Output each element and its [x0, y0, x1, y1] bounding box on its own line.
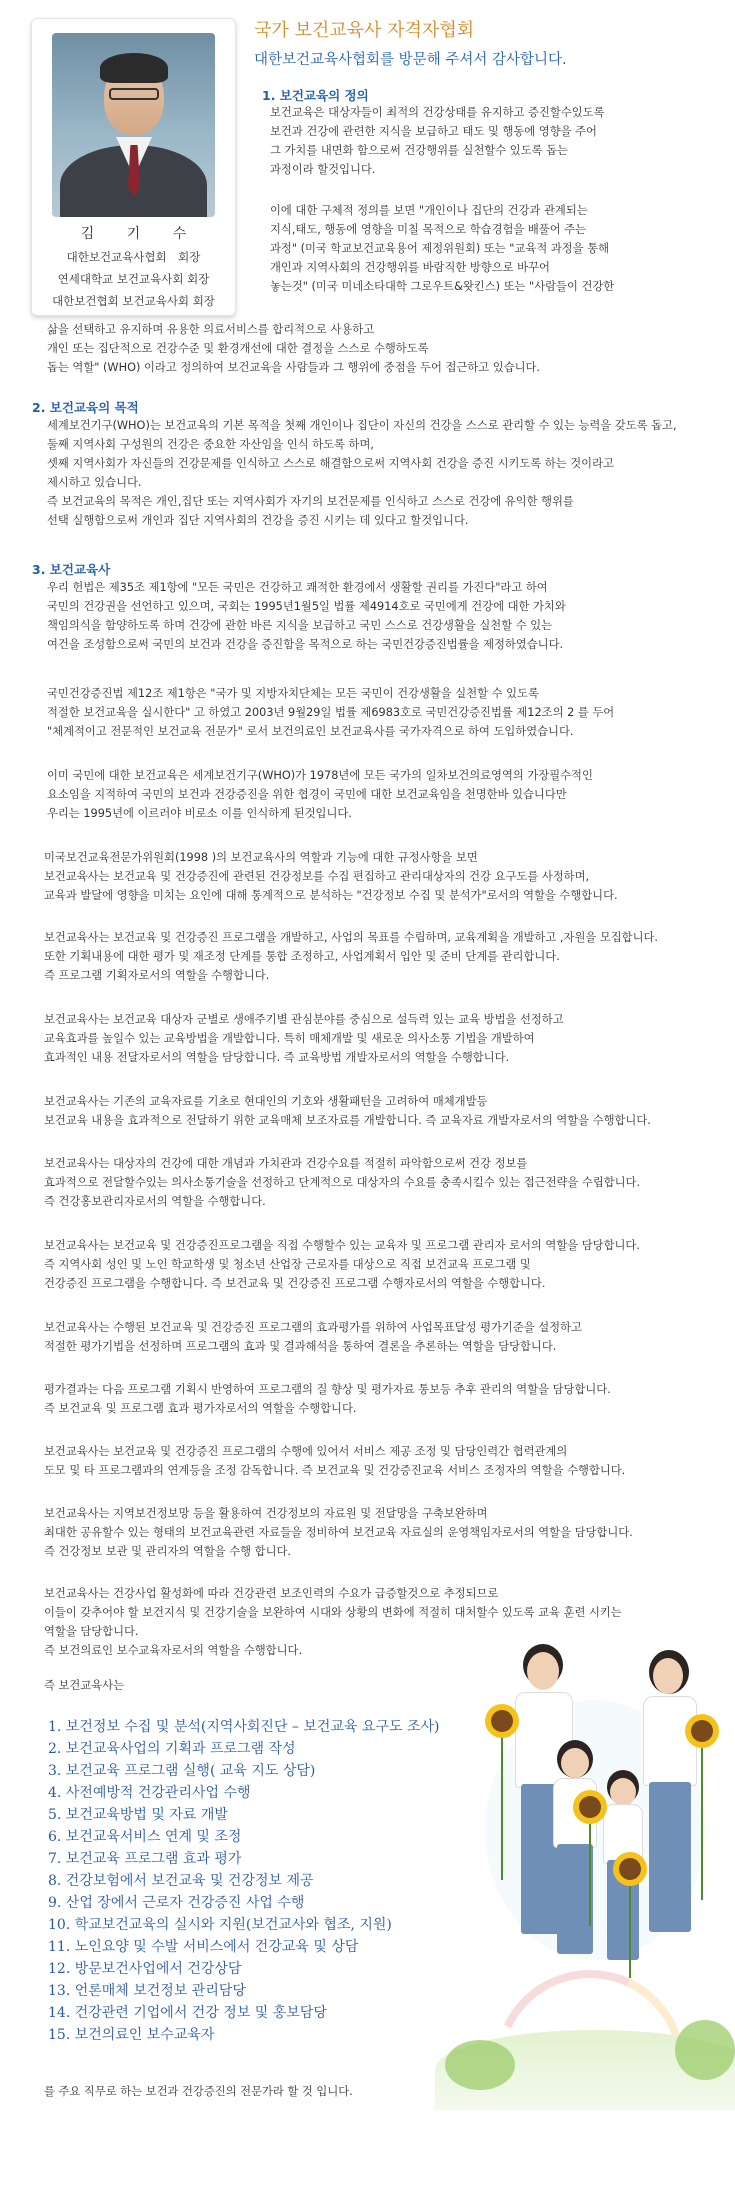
list-item: 1. 보건정보 수집 및 분석(지역사회진단 – 보건교육 요구도 조사)	[48, 1719, 440, 1735]
list-item: 12. 방문보건사업에서 건강상담	[48, 1961, 242, 1977]
list-item: 6. 보건교육서비스 연계 및 조정	[48, 1829, 242, 1845]
section-heading-definition: 1. 보건교육의 정의	[262, 88, 369, 103]
list-item: 15. 보건의료인 보수교육자	[48, 2027, 215, 2043]
educator-paragraph-4: 미국보건교육전문가위원회(1998 )의 보건교육사의 역할과 기능에 대한 규정사항을 보면 보건교육사는 보건교육 및 건강증진에 관련된 건강정보를 수집 편집하고 관리대상자의 건강 요구도를 사정하며, 교육과 발달에 영향을 미치는 요인에 대해 통계적으로 분석하는 "건강정보 수집 및 분석가"로서의 역할을 수행합니다.	[44, 851, 618, 902]
educator-paragraph-9: 보건교육사는 보건교육 및 건강증진프로그램을 직접 수행할수 있는 교육자 및 프로그램 관리자 로서의 역할을 담당합니다. 즉 지역사회 성인 및 노인 학교학생 및 청소년 산업장 근로자를 대상으로 직접 보건교육 프로그램 및 건강증진 프로그램을 수행합니다. 즉 보건교육 및 건강증진 프로그램 수행자로서의 역할을 수행합니다.	[44, 1239, 640, 1290]
educator-paragraph-3: 이미 국민에 대한 보건교육은 세계보건기구(WHO)가 1978년에 모든 국가의 일차보건의료영역의 가장필수적인 요소임을 지적하여 국민의 보건과 건강증진을 위한 협경이 국민에 대한 보건교육임을 천명한바 있습니다만 우리는 1995년에 이르러야 비로소 이를 인식하게 된것입니다.	[47, 769, 593, 820]
list-item: 4. 사전예방적 건강관리사업 수행	[48, 1785, 251, 1801]
list-item: 7. 보건교육 프로그램 효과 평가	[48, 1851, 242, 1867]
profile-card	[31, 18, 236, 316]
org-title: 국가 보건교육사 자격자협회	[254, 20, 475, 41]
list-item: 9. 산업 장에서 근로자 건강증진 사업 수행	[48, 1895, 305, 1911]
educator-paragraph-7: 보건교육사는 기존의 교육자료를 기초로 현대인의 기호와 생활패턴을 고려하여 매체개발등 보건교육 내용을 효과적으로 전달하기 위한 교육매체 보조자료를 개발합니다. 즉 교육자료 개발자로서의 역할을 수행합니다.	[44, 1095, 651, 1127]
list-item: 2. 보건교육사업의 기획과 프로그램 작성	[48, 1741, 296, 1757]
list-item: 3. 보건교육 프로그램 실행( 교육 지도 상담)	[48, 1763, 316, 1779]
list-item: 5. 보건교육방법 및 자료 개발	[48, 1807, 228, 1823]
closing-sentence: 를 주요 직무로 하는 보건과 건강증진의 전문가라 할 것 입니다.	[44, 2085, 353, 2098]
educator-paragraph-14: 보건교육사는 건강사업 활성화에 따라 건강관련 보조인력의 수요가 급증할것으로 추정되므로 이들이 갖추어야 할 보건지식 및 건강기술을 보완하여 시대와 상황의 변화에 적절히 대처할수 있도록 교육 훈련 시키는 역할을 담당합니다. 즉 보건의료인 보수교육자로서의 역할을 수행합니다.	[44, 1587, 622, 1657]
profile-title-1: 대한보건교육사협회 회장	[66, 250, 201, 264]
profile-name: 김 기 수	[80, 226, 201, 242]
educator-paragraph-5: 보건교육사는 보건교육 및 건강증진 프로그램을 개발하고, 사업의 목표를 수립하며, 교육계획을 개발하고 ,자원을 모집합니다. 또한 기획내용에 대한 평가 및 재조정 단계를 통합 조정하고, 사업계획서 입안 및 준비 단계를 관리합니다. 즉 프로그램 기획자로서의 역할을 수행합니다.	[44, 931, 659, 982]
section-heading-health-educator: 3. 보건교육사	[32, 562, 111, 577]
educator-paragraph-1: 우리 헌법은 제35조 제1항에 "모든 국민은 건강하고 쾌적한 환경에서 생활할 권리를 가진다"라고 하여 국민의 건강권을 선언하고 있으며, 국회는 1995년1월5일 법률 제4914호로 국민에게 건강에 대한 가치와 책임의식을 함양하도록 하며 건강에 관한 바른 지식을 보급하고 국민 스스로 건강생활을 실천할 수 있는 여건을 조성함으로써 국민의 보건과 건강을 증진함을 목적으로 하는 국민건강증진법률을 제정하였습니다.	[47, 581, 566, 651]
list-item: 11. 노인요양 및 수발 서비스에서 건강교육 및 상담	[48, 1939, 359, 1955]
definition-paragraph-1: 보건교육은 대상자들이 최적의 건강상태를 유지하고 증진할수있도록 보건과 건강에 관련한 지식을 보급하고 태도 및 행동에 영향을 주어 그 가치를 내면화 함으로써 건강행위를 실천할수 있도록 돕는 과정이라 할것입니다.	[270, 106, 605, 176]
list-item: 13. 언론매체 보건정보 관리담당	[48, 1983, 246, 1999]
educator-paragraph-8: 보건교육사는 대상자의 건강에 대한 개념과 가치관과 건강수요를 적절히 파악함으로써 건강 정보를 효과적으로 전달할수있는 의사소통기술을 선정하고 단계적으로 대상자의 수요를 충족시킬수 있는 접근전략을 수립합니다. 즉 건강홍보관리자로서의 역할을 수행합니다.	[44, 1157, 641, 1208]
duties-intro: 즉 보건교육사는	[44, 1679, 124, 1692]
purpose-paragraph: 세계보건기구(WHO)는 보건교육의 기본 목적을 첫째 개인이나 집단이 자신의 건강을 스스로 관리할 수 있는 능력을 갖도록 돕고, 둘째 지역사회 구성원의 건강은 중요한 자산임을 인식 하도록 하며, 셋째 지역사회가 자신들의 건강문제를 인식하고 스스로 해결함으로써 지역사회 건강을 증진 시키도록 하는 것이라고 제시하고 있습니다. 즉 보건교육의 목적은 개인,집단 또는 지역사회가 자기의 보건문제를 인식하고 스스로 건강에 유익한 행위를 선택 실행함으로써 개인과 집단 지역사회의 건강을 증진 시키는 데 있다고 할것입니다.	[47, 419, 677, 527]
educator-paragraph-6: 보건교육사는 보건교육 대상자 군별로 생애주기별 관심분야를 중심으로 설득력 있는 교육 방법을 선정하고 교육효과를 높일수 있는 교육방법을 개발합니다. 특히 매체개발 및 새로운 의사소통 기법을 개발하여 효과적인 내용 전달자로서의 역할을 담당합니다. 즉 교육방법 개발자로서의 역할을 수행합니다.	[44, 1013, 564, 1064]
profile-photo	[52, 33, 215, 217]
profile-title-2: 연세대학교 보건교육사회 회장	[57, 272, 210, 286]
profile-title-3: 대한보건협회 보건교육사회 회장	[52, 294, 215, 308]
educator-paragraph-10: 보건교육사는 수행된 보건교육 및 건강증진 프로그램의 효과평가를 위하여 사업목표달성 평가기준을 설정하고 적절한 평가기법을 선정하며 프로그램의 효과 및 결과해석을 통하여 결론을 추론하는 역할을 담당합니다.	[44, 1321, 582, 1353]
educator-paragraph-2: 국민건강증진법 제12조 제1항은 "국가 및 지방자치단체는 모든 국민이 건강생활을 실천할 수 있도록 적절한 보건교육을 실시한다" 고 하였고 2003년 9월29일 법률 제6983호로 국민건강증진법률 제12조의 2 를 두어 "체계적이고 전문적인 보건교육 전문가" 로서 보건의료인 보건교육사를 국가자격으로 하여 도입하였습니다.	[47, 687, 615, 738]
list-item: 8. 건강보험에서 보건교육 및 건강정보 제공	[48, 1873, 314, 1889]
educator-paragraph-13: 보건교육사는 지역보건정보망 등을 활용하여 건강정보의 자료원 및 전달망을 구축보완하며 최대한 공유할수 있는 형태의 보건교육관련 자료들을 정비하여 보건교육 자료실의 운영책임자로서의 역할을 담당합니다. 즉 건강정보 보관 및 관리자의 역할을 수행 합니다.	[44, 1507, 633, 1558]
list-item: 14. 건강관련 기업에서 건강 정보 및 홍보담당	[48, 2005, 327, 2021]
family-illustration	[455, 1640, 735, 2110]
educator-paragraph-11: 평가결과는 다음 프로그램 기획시 반영하여 프로그램의 질 향상 및 평가자료 통보등 추후 관리의 역할을 담당합니다. 즉 보건교육 및 프로그램 효과 평가자로서의 역할을 수행합니다.	[44, 1383, 611, 1415]
definition-paragraph-3: 삶을 선택하고 유지하며 유용한 의료서비스를 합리적으로 사용하고 개인 또는 집단적으로 건강수준 및 환경개선에 대한 결정을 스스로 수행하도록 돕는 역할" (WHO) 이라고 정의하여 보건교육을 사람들과 그 행위에 중점을 두어 접근하고 있습니다.	[47, 323, 541, 374]
section-heading-purpose: 2. 보건교육의 목적	[32, 400, 139, 415]
welcome-message: 대한보건교육사협회를 방문해 주셔서 감사합니다.	[254, 52, 567, 68]
duties-list	[48, 1716, 439, 2046]
definition-paragraph-2: 이에 대한 구체적 정의를 보면 "개인이나 집단의 건강과 관계되는 지식,태도, 행동에 영향을 미칠 목적으로 학습경험을 배풀어 주는 과정" (미국 학교보건교육용어 제정위원회) 또는 "교육적 과정을 통해 개인과 지역사회의 건강행위를 바람직한 방향으로 바꾸어 놓는것" (미국 미네소타대학 그로우트&왓킨스) 또는 "사람들이 건강한	[270, 204, 615, 293]
list-item: 10. 학교보건교육의 실시와 지원(보건교사와 협조, 지원)	[48, 1917, 392, 1933]
educator-paragraph-12: 보건교육사는 보건교육 및 건강증진 프로그램의 수행에 있어서 서비스 제공 조정 및 담당인력간 협력관계의 도모 및 타 프로그램과의 연계등을 조정 감독합니다. 즉 보건교육 및 건강증진교육 서비스 조정자의 역할을 수행합니다.	[44, 1445, 626, 1477]
